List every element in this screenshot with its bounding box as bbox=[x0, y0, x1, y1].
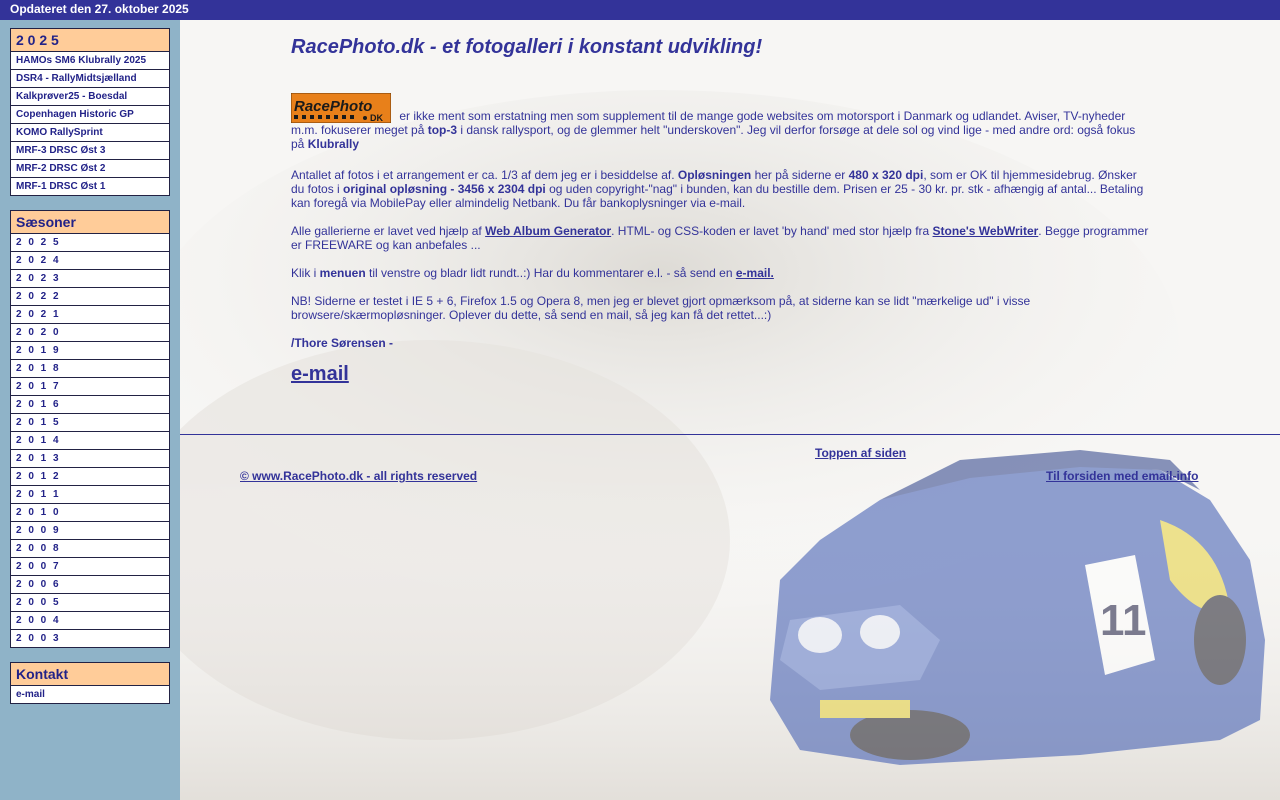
page-title: RacePhoto.dk - et fotogalleri i konstant udvikling! bbox=[291, 36, 763, 58]
season-item-2024[interactable]: 2 0 2 4 bbox=[11, 252, 169, 270]
season-item-2021[interactable]: 2 0 2 1 bbox=[11, 306, 169, 324]
home-link[interactable]: Til forsiden med email-info bbox=[1046, 469, 1199, 483]
copyright-link[interactable]: © www.RacePhoto.dk - all rights reserved bbox=[240, 469, 478, 483]
season-item-2016[interactable]: 2 0 1 6 bbox=[11, 396, 169, 414]
email-link-large[interactable]: e-mail bbox=[291, 363, 349, 385]
contact-heading: Kontakt bbox=[11, 663, 169, 686]
tools-paragraph: Alle gallerierne er lavet ved hjælp af Web Album Generator. HTML- og CSS-koden er lavet 'by hand' med stor hjælp fra Stone's WebWriter. Begge programmer er FREEWARE og kan anbefales ... bbox=[291, 224, 1149, 252]
footer-divider bbox=[180, 434, 1280, 435]
menu-item-event[interactable]: Copenhagen Historic GP bbox=[11, 106, 169, 124]
menu-item-event[interactable]: MRF-3 DRSC Øst 3 bbox=[11, 142, 169, 160]
season-item-2017[interactable]: 2 0 1 7 bbox=[11, 378, 169, 396]
update-banner bbox=[0, 0, 1280, 20]
season-item-2019[interactable]: 2 0 1 9 bbox=[11, 342, 169, 360]
season-item-2008[interactable]: 2 0 0 8 bbox=[11, 540, 169, 558]
season-item-2015[interactable]: 2 0 1 5 bbox=[11, 414, 169, 432]
season-item-2020[interactable]: 2 0 2 0 bbox=[11, 324, 169, 342]
logo-dk: DK bbox=[370, 113, 383, 123]
menu-item-event[interactable]: HAMOs SM6 Klubrally 2025 bbox=[11, 52, 169, 70]
season-item-2007[interactable]: 2 0 0 7 bbox=[11, 558, 169, 576]
back-to-top-link[interactable]: Toppen af siden bbox=[815, 446, 907, 460]
season-item-2004[interactable]: 2 0 0 4 bbox=[11, 612, 169, 630]
stones-webwriter-link[interactable]: Stone's WebWriter bbox=[932, 224, 1039, 238]
season-item-2014[interactable]: 2 0 1 4 bbox=[11, 432, 169, 450]
season-item-2003[interactable]: 2 0 0 3 bbox=[16, 633, 61, 644]
season-item-2011[interactable]: 2 0 1 1 bbox=[11, 486, 169, 504]
menu-item-event[interactable]: MRF-1 DRSC Øst 1 bbox=[16, 181, 106, 192]
season-item-2022[interactable]: 2 0 2 2 bbox=[11, 288, 169, 306]
season-item-2025[interactable]: 2 0 2 5 bbox=[11, 234, 169, 252]
season-item-2018[interactable]: 2 0 1 8 bbox=[11, 360, 169, 378]
inline-email-link[interactable]: e-mail. bbox=[735, 266, 774, 280]
signature: /Thore Sørensen - bbox=[291, 336, 394, 350]
season-item-2012[interactable]: 2 0 1 2 bbox=[11, 468, 169, 486]
menu-hint-paragraph: Klik i menuen til venstre og bladr lidt rundt..:) Har du kommentarer e.l. - så send en e-mail. bbox=[291, 266, 774, 280]
logo-wordmark: RacePhoto bbox=[294, 98, 373, 115]
season-item-2010[interactable]: 2 0 1 0 bbox=[11, 504, 169, 522]
menu-item-event[interactable]: KOMO RallySprint bbox=[11, 124, 169, 142]
intro-paragraph: RacePhoto DK er ikke ment som erstatning men som supplement til de mange gode websites om motorsport i Danmark og udlandet. Aviser, TV-nyheder m.m. fokuserer meget på top-3 i dansk rallysport, og de glemmer helt "underskoven". Jeg vil derfor forsøge at dele sol og vind lige - med andre ord: også fokus på Klubrally bbox=[291, 93, 1151, 151]
season-item-2005[interactable]: 2 0 0 5 bbox=[11, 594, 169, 612]
contact-menu bbox=[10, 662, 170, 704]
season-item-2023[interactable]: 2 0 2 3 bbox=[11, 270, 169, 288]
menu-item-event[interactable]: DSR4 - RallyMidtsjælland bbox=[11, 70, 169, 88]
menu-item-event[interactable]: Kalkprøver25 - Boesdal bbox=[11, 88, 169, 106]
seasons-menu bbox=[10, 210, 170, 648]
resolution-paragraph: Antallet af fotos i et arrangement er ca. 1/3 af dem jeg er i besiddelse af. Opløsningen her på siderne er 480 x 320 dpi, som er OK til hjemmesidebrug. Ønsker du fotos i original opløsning - 3456 x 2304 dpi og uden copyright-"nag" i bunden, kan du bestille dem. Prisen er 25 - 30 kr. pr. stk - afhængig af antal... Betaling kan foregå via MobilePay eller almindelig Netbank. Du får bankoplysninger via e-mail. bbox=[291, 168, 1144, 210]
current-season-menu bbox=[10, 28, 170, 196]
contact-email-link[interactable]: e-mail bbox=[16, 689, 45, 700]
season-item-2009[interactable]: 2 0 0 9 bbox=[11, 522, 169, 540]
racephoto-logo bbox=[291, 93, 391, 123]
update-date-text: Opdateret den 27. oktober 2025 bbox=[10, 2, 189, 16]
seasons-heading: Sæsoner bbox=[11, 211, 169, 234]
season-item-2013[interactable]: 2 0 1 3 bbox=[11, 450, 169, 468]
browser-note-paragraph: NB! Siderne er testet i IE 5 + 6, Firefox 1.5 og Opera 8, men jeg er blevet gjort opmærksom på, at siderne kan se lidt "mærkelige ud" i visse browsere/skærmopløsninger. Oplever du dette, så send en mail, så jeg kan få det rettet...:) bbox=[291, 294, 1031, 322]
menu-item-event[interactable]: MRF-2 DRSC Øst 2 bbox=[11, 160, 169, 178]
season-item-2006[interactable]: 2 0 0 6 bbox=[11, 576, 169, 594]
sidebar bbox=[0, 20, 180, 800]
current-season-heading: 2 0 2 5 bbox=[11, 29, 169, 52]
web-album-generator-link[interactable]: Web Album Generator bbox=[485, 224, 612, 238]
svg-text:11: 11 bbox=[1100, 596, 1147, 645]
